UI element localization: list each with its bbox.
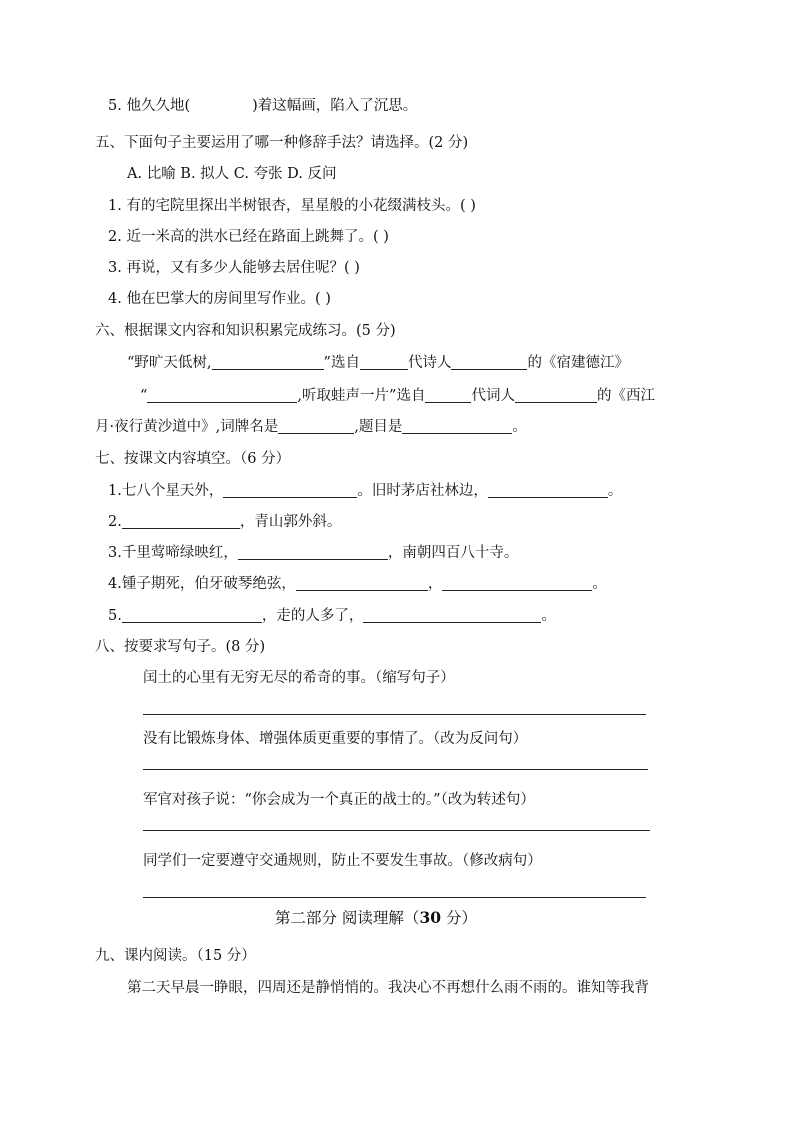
answer-blank[interactable] [488, 482, 608, 498]
section-heading: 七、按课文内容填空。（6 分） [95, 451, 291, 467]
answer-blank[interactable] [360, 354, 408, 370]
item-text: )着这幅画，陷入了沉思。 [252, 98, 418, 114]
answer-blank[interactable] [296, 575, 428, 591]
answer-blank[interactable] [278, 418, 354, 434]
text: 。 [541, 608, 556, 624]
fill-line [127, 353, 629, 373]
text: 。旧时茅店社林边， [357, 483, 488, 499]
question-item: 2. 近一米高的洪水已经在路面上跳舞了。( ) [108, 229, 389, 245]
answer-blank[interactable] [238, 544, 388, 560]
fill-line [108, 512, 341, 532]
text: 的《西江 [596, 388, 655, 404]
answer-blank[interactable] [442, 575, 592, 591]
question-item: 军官对孩子说：“你会成为一个真正的战士的。”（改为转述句） [143, 792, 535, 808]
answer-blank[interactable] [122, 607, 262, 623]
text: 。 [512, 419, 527, 435]
fill-line [108, 574, 607, 594]
answer-line[interactable] [143, 830, 650, 831]
fill-line [108, 481, 622, 501]
answer-line[interactable] [143, 769, 648, 770]
text: ，青山郭外斜。 [239, 514, 342, 530]
part-title: 第二部分 阅读理解（ [275, 909, 420, 927]
text: 代诗人 [407, 355, 452, 371]
question-item [108, 96, 417, 116]
choice-options: A. 比喻 B. 拟人 C. 夸张 D. 反问 [127, 166, 337, 182]
answer-blank[interactable] [363, 607, 541, 623]
answer-blank[interactable] [451, 354, 527, 370]
answer-blank[interactable] [515, 387, 597, 403]
text: 3.千里莺啼绿映红， [108, 545, 238, 561]
question-item: 同学们一定要遵守交通规则，防止不要发生事故。（修改病句） [143, 853, 542, 869]
part-title-end: 分） [441, 909, 477, 927]
section-heading: 五、下面句子主要运用了哪一种修辞手法？请选择。(2 分) [95, 135, 469, 151]
text: 。 [607, 483, 623, 499]
text: ,题目是 [354, 419, 403, 435]
answer-blank[interactable] [223, 482, 357, 498]
question-item: 4. 他在巴掌大的房间里写作业。( ) [108, 291, 331, 307]
answer-blank[interactable] [402, 418, 512, 434]
text: 2. [108, 514, 122, 530]
section-heading: 八、按要求写句子。(8 分) [95, 639, 266, 655]
question-item: 1. 有的宅院里探出半树银杏，星星般的小花缀满枝头。( ) [108, 198, 476, 214]
answer-line[interactable] [143, 714, 646, 715]
text: “ [140, 388, 148, 404]
fill-line [95, 417, 527, 437]
text: ”选自 [323, 355, 360, 371]
text: 的《宿建德江》 [527, 355, 629, 371]
fill-line [108, 606, 556, 626]
text: 5. [108, 608, 122, 624]
section-heading: 六、根据课文内容和知识积累完成练习。(5 分) [95, 323, 396, 339]
part-heading [275, 908, 477, 928]
text: ,听取蛙声一片”选自 [297, 388, 426, 404]
text: ， [427, 576, 443, 592]
fill-line [140, 386, 655, 406]
answer-blank[interactable] [425, 387, 471, 403]
answer-line[interactable] [143, 897, 646, 898]
part-score: 30 [419, 908, 442, 927]
fill-line [108, 543, 518, 563]
answer-blank[interactable] [212, 354, 324, 370]
question-item: 没有比锻炼身体、增强体质更重要的事情了。（改为反问句） [143, 731, 528, 747]
answer-blank[interactable] [122, 513, 240, 529]
section-heading: 九、课内阅读。（15 分） [95, 948, 256, 964]
reading-passage: 第二天早晨一睁眼，四周还是静悄悄的。我决心不再想什么雨不雨的。谁知等我背 [127, 980, 649, 996]
text: 。 [592, 576, 607, 592]
text: “野旷天低树, [127, 355, 212, 371]
item-text: 5. 他久久地( [108, 98, 191, 114]
answer-blank[interactable] [147, 387, 297, 403]
text: ，走的人多了， [261, 608, 364, 624]
text: 4.锺子期死，伯牙破琴绝弦， [108, 576, 296, 592]
question-item: 3. 再说，又有多少人能够去居住呢？( ) [108, 260, 360, 276]
text: 1.七八个星天外， [108, 483, 224, 499]
question-item: 闰土的心里有无穷无尽的希奇的事。（缩写句子） [143, 670, 455, 686]
text: ，南朝四百八十寺。 [387, 545, 519, 561]
text: 代词人 [471, 388, 515, 404]
text: 月·夜行黄沙道中》,词牌名是 [95, 419, 279, 435]
